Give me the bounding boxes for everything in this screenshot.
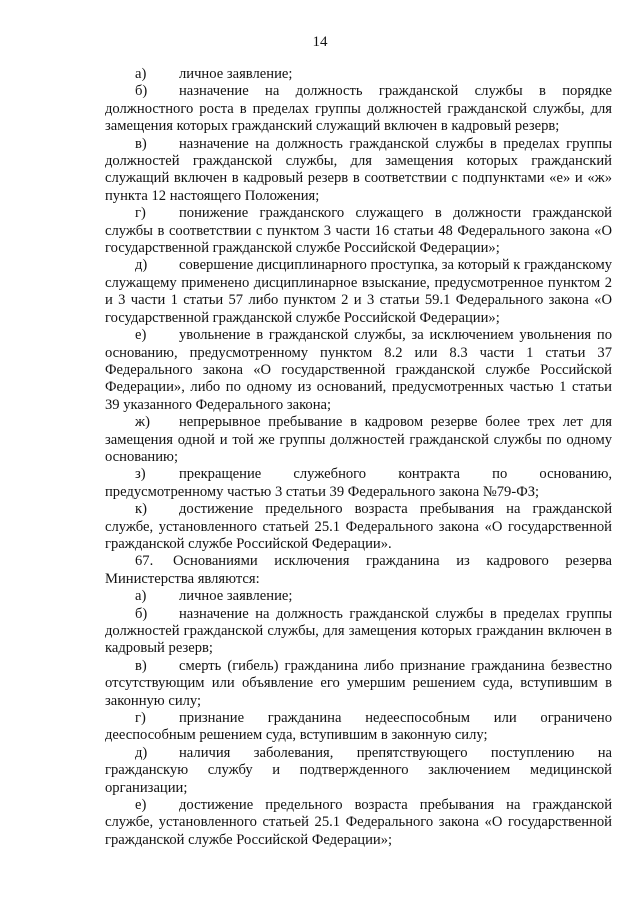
page-number: 14 [312,34,328,50]
paragraph-text: достижение предельного возраста пребывания на гражданской службе, установленного статьей 25.1 Федерального закона «О государственной гражданской службе Российской Федерации»; [105,797,612,848]
list-marker: б) [135,83,148,100]
list-marker: д) [135,744,148,761]
paragraph-text: смерть (гибель) гражданина либо признание гражданина безвестно отсутствующим или объявление его умершим решением суда, вступившим в законную силу; [105,657,612,709]
list-item-paragraph [105,66,612,83]
list-marker: г) [135,205,146,222]
paragraph-text: Основаниями исключения гражданина из кадрового резерва Министерства являются: [105,553,612,587]
paragraph-text: понижение гражданского служащего в должности гражданской службы в соответствии с пунктом 3 части 16 статьи 48 Федерального закона «О государственной гражданской службе Российской Федерации»; [105,205,612,257]
list-item-paragraph [105,414,612,466]
list-item-paragraph [105,745,612,797]
paragraph-text: непрерывное пребывание в кадровом резерве более трех лет для замещения одной и той же группы должностей гражданской службы по одному основанию; [105,414,612,465]
paragraph-text: назначение на должность гражданской службы в пределах группы должностей гражданской службы, для замещения которых гражданин включен в кадровый резерв; [105,605,612,657]
list-marker: к) [135,501,147,518]
paragraph-text: назначение на должность гражданской службы в порядке должностного роста в пределах группы должностей гражданской службы, для замещения которых гражданский служащий включен в кадровый резерв; [105,83,612,135]
list-item-paragraph [105,257,612,327]
paragraph-text: назначение на должность гражданской службы в пределах группы должностей гражданской службы, для замещения которых гражданский служащий включен в кадровый резерв в соответствии с подпунктами «е» и «ж» пункта 12 настоящего Положения; [105,135,612,204]
list-marker: 67. [135,553,154,570]
list-marker: в) [135,657,147,674]
list-item-paragraph [105,83,612,135]
paragraph-text: признание гражданина недееспособным или ограничено дееспособным решением суда, вступившим в законную силу; [105,710,612,744]
paragraph-text: достижение предельного возраста пребывания на гражданской службе, установленного статьей 25.1 Федерального закона «О государственной гражданской службе Российской Федерации». [105,501,612,552]
list-marker: а) [135,588,147,605]
paragraph-text: наличия заболевания, препятствующего поступлению на гражданскую службу и подтвержденного заключением медицинской организации; [105,744,612,796]
list-item-paragraph [105,797,612,849]
paragraph-text: личное заявление; [179,66,293,82]
list-item-paragraph [105,606,612,658]
list-item-paragraph [105,658,612,710]
list-marker: ж) [135,414,150,431]
document-body [105,66,612,849]
list-item-paragraph [105,501,612,553]
section-paragraph [105,553,612,588]
paragraph-text: личное заявление; [179,588,293,605]
list-marker: е) [135,327,147,344]
list-item-paragraph [105,136,612,206]
paragraph-text: совершение дисциплинарного проступка, за который к гражданскому служащему применено дисциплинарное взыскание, предусмотренное пунктом 2 и 3 части 1 статьи 57 либо пунктом 2 и 3 статьи 59.1 Федерального закона «О государственной гражданской службе Российской Федерации»; [105,257,612,326]
list-marker: в) [135,135,147,152]
paragraph-text: увольнение в гражданской службы, за исключением увольнения по основанию, предусмотренному пунктом 8.2 или 8.3 части 1 статьи 37 Федерального закона «О государственной гражданской службе Российской Федерации», либо по одному из оснований, предусмотренных частью 1 статьи 39 указанного Федерального закона; [105,327,612,413]
paragraph-text: прекращение служебного контракта по основанию, предусмотренному частью 3 статьи 39 Федерального закона №79-ФЗ; [105,466,612,500]
list-item-paragraph [105,205,612,257]
list-item-paragraph [105,588,612,605]
list-item-paragraph [105,466,612,501]
list-marker: б) [135,605,148,622]
list-marker: з) [135,466,146,483]
list-item-paragraph [105,710,612,745]
list-marker: г) [135,710,146,727]
list-marker: е) [135,797,147,814]
list-marker: а) [135,66,147,82]
list-item-paragraph [105,327,612,414]
list-marker: д) [135,257,148,274]
